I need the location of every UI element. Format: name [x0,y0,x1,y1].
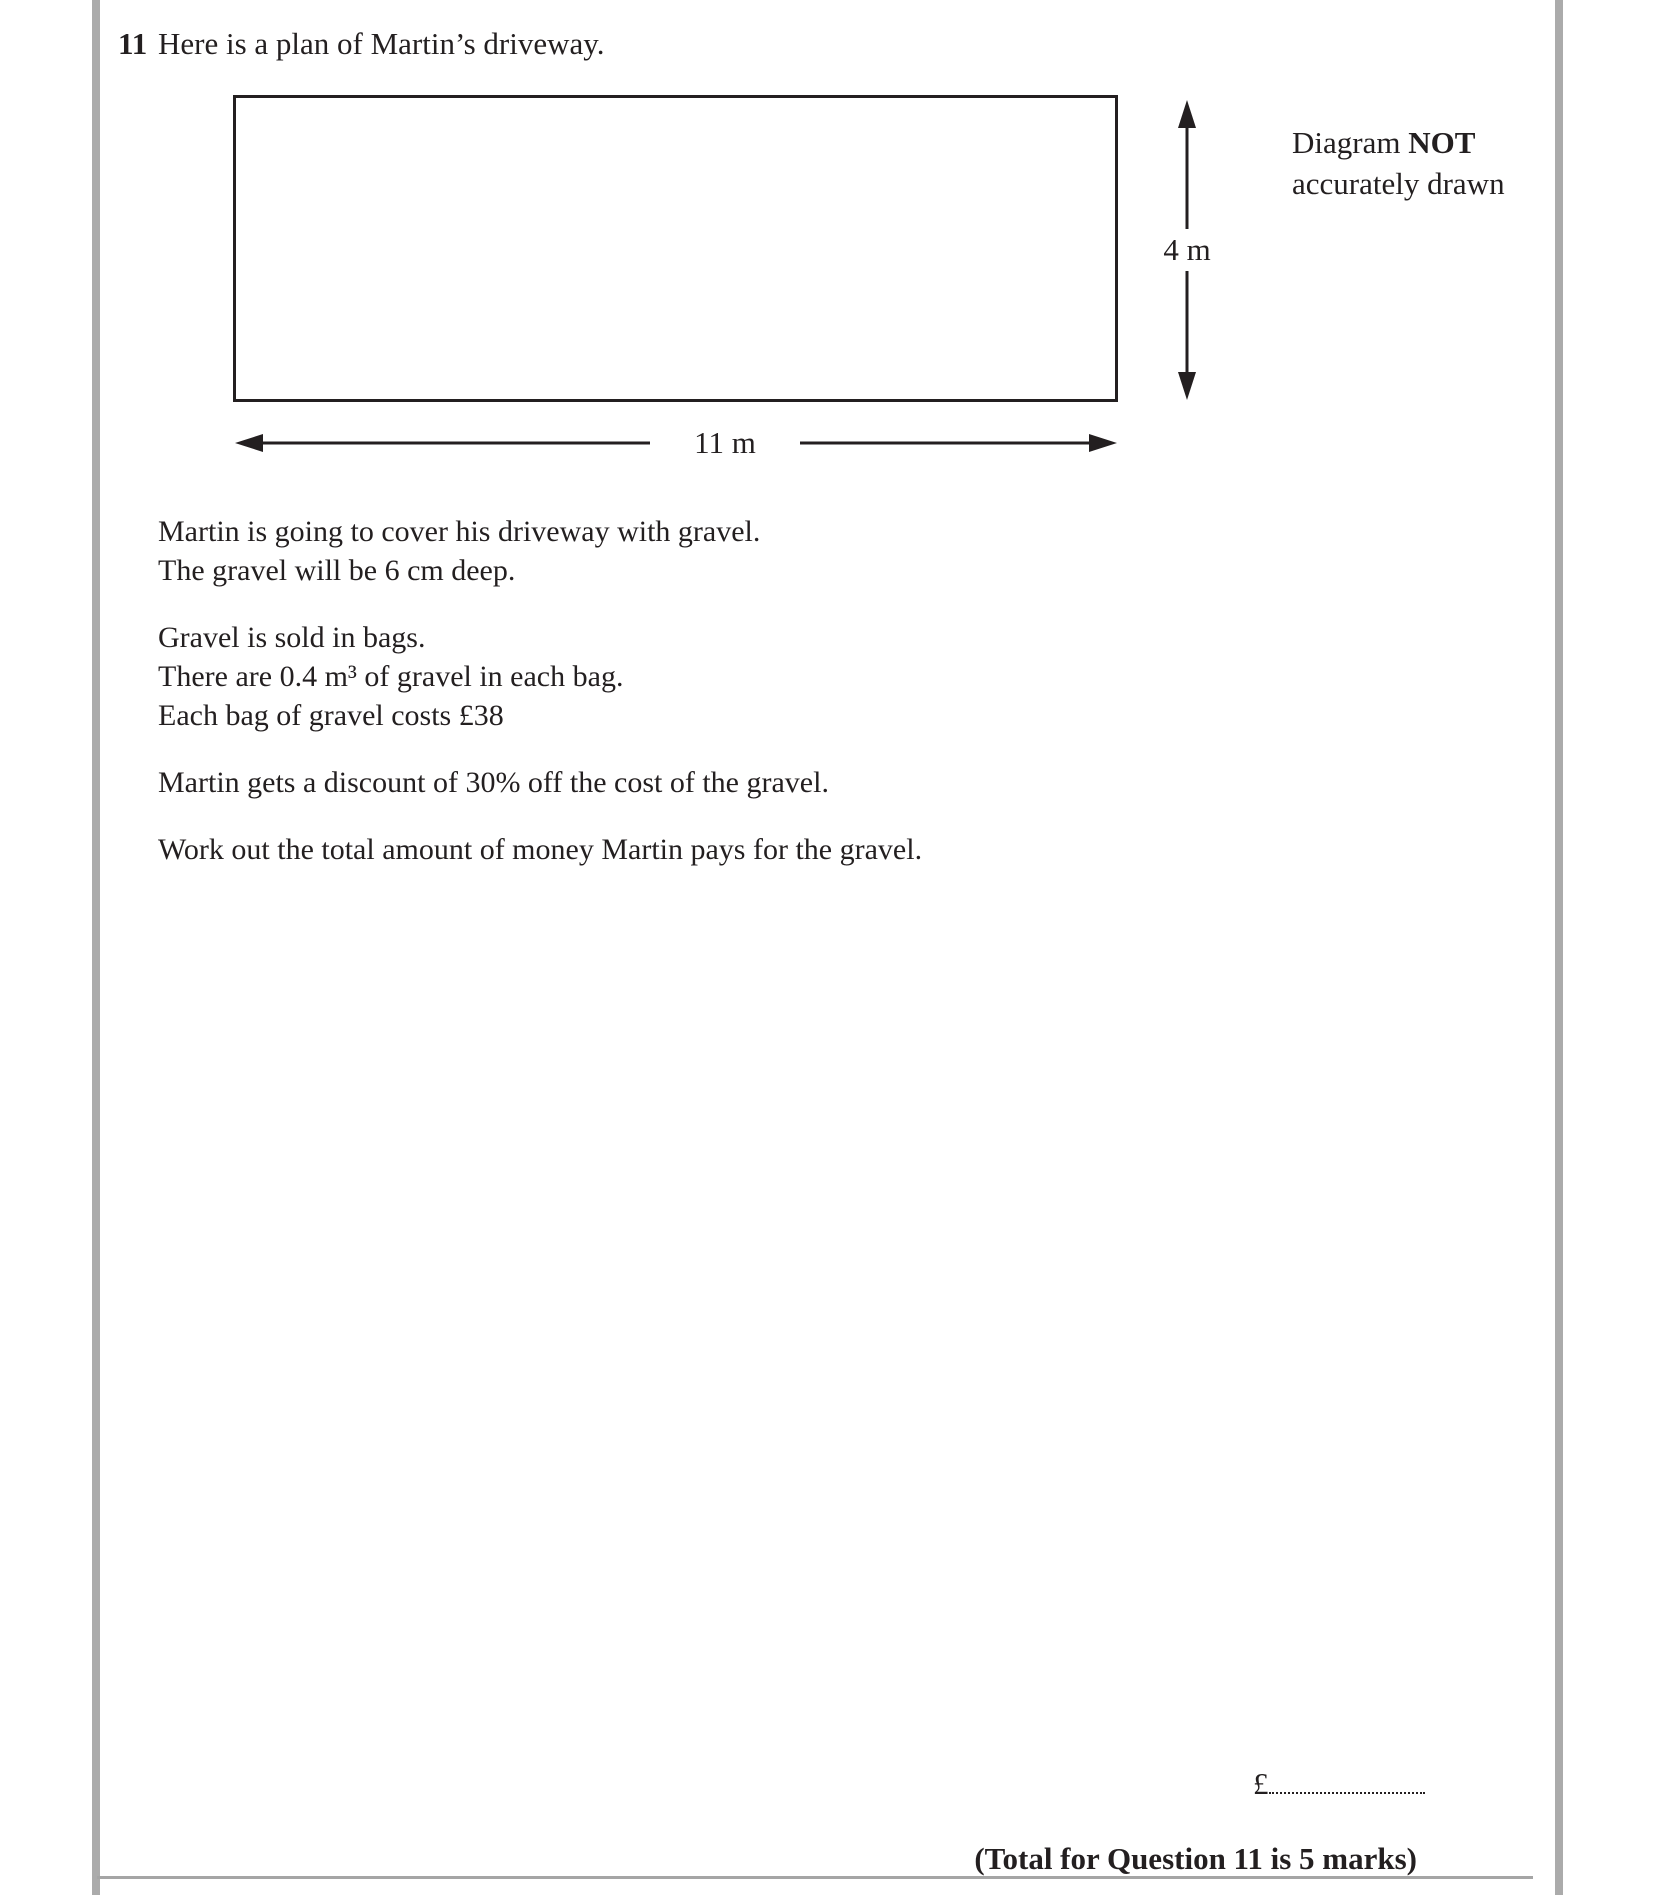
body-line: Gravel is sold in bags. [158,621,426,654]
body-line: Work out the total amount of money Martin pays for the gravel. [158,833,923,866]
paragraph [158,512,922,590]
diagram-note-bold: NOT [1408,125,1476,160]
question-intro: Here is a plan of Martin’s driveway. [158,26,605,61]
answer-blank [1269,1788,1425,1794]
paragraph [158,763,922,802]
body-line: The gravel will be 6 cm deep. [158,554,516,587]
body-line: Martin gets a discount of 30% off the cost of the gravel. [158,766,829,799]
paragraph [158,618,922,735]
paragraph [158,830,922,869]
width-dimension-label: 11 m [650,424,800,462]
total-marks-text: (Total for Question 11 is 5 marks) [974,1841,1417,1876]
diagram-note-line2: accurately drawn [1292,166,1505,201]
diagram-note-prefix: Diagram [1292,125,1409,160]
footer-rule [97,1876,1533,1879]
body-line: There are 0.4 m³ of gravel in each bag. [158,660,624,693]
right-margin-bar [1555,0,1563,1895]
height-dimension-label: 4 m [1145,229,1229,271]
diagram-note [1292,122,1505,204]
body-line: Martin is going to cover his driveway with gravel. [158,515,761,548]
question-number: 11 [118,26,148,61]
left-margin-bar [92,0,100,1895]
question-body [158,512,922,869]
driveway-plan-rectangle [233,95,1118,402]
diagram-note-line1 [1292,122,1505,163]
currency-symbol: £ [1253,1766,1269,1801]
body-line: Each bag of gravel costs £38 [158,699,504,732]
answer-line [1253,1766,1425,1802]
